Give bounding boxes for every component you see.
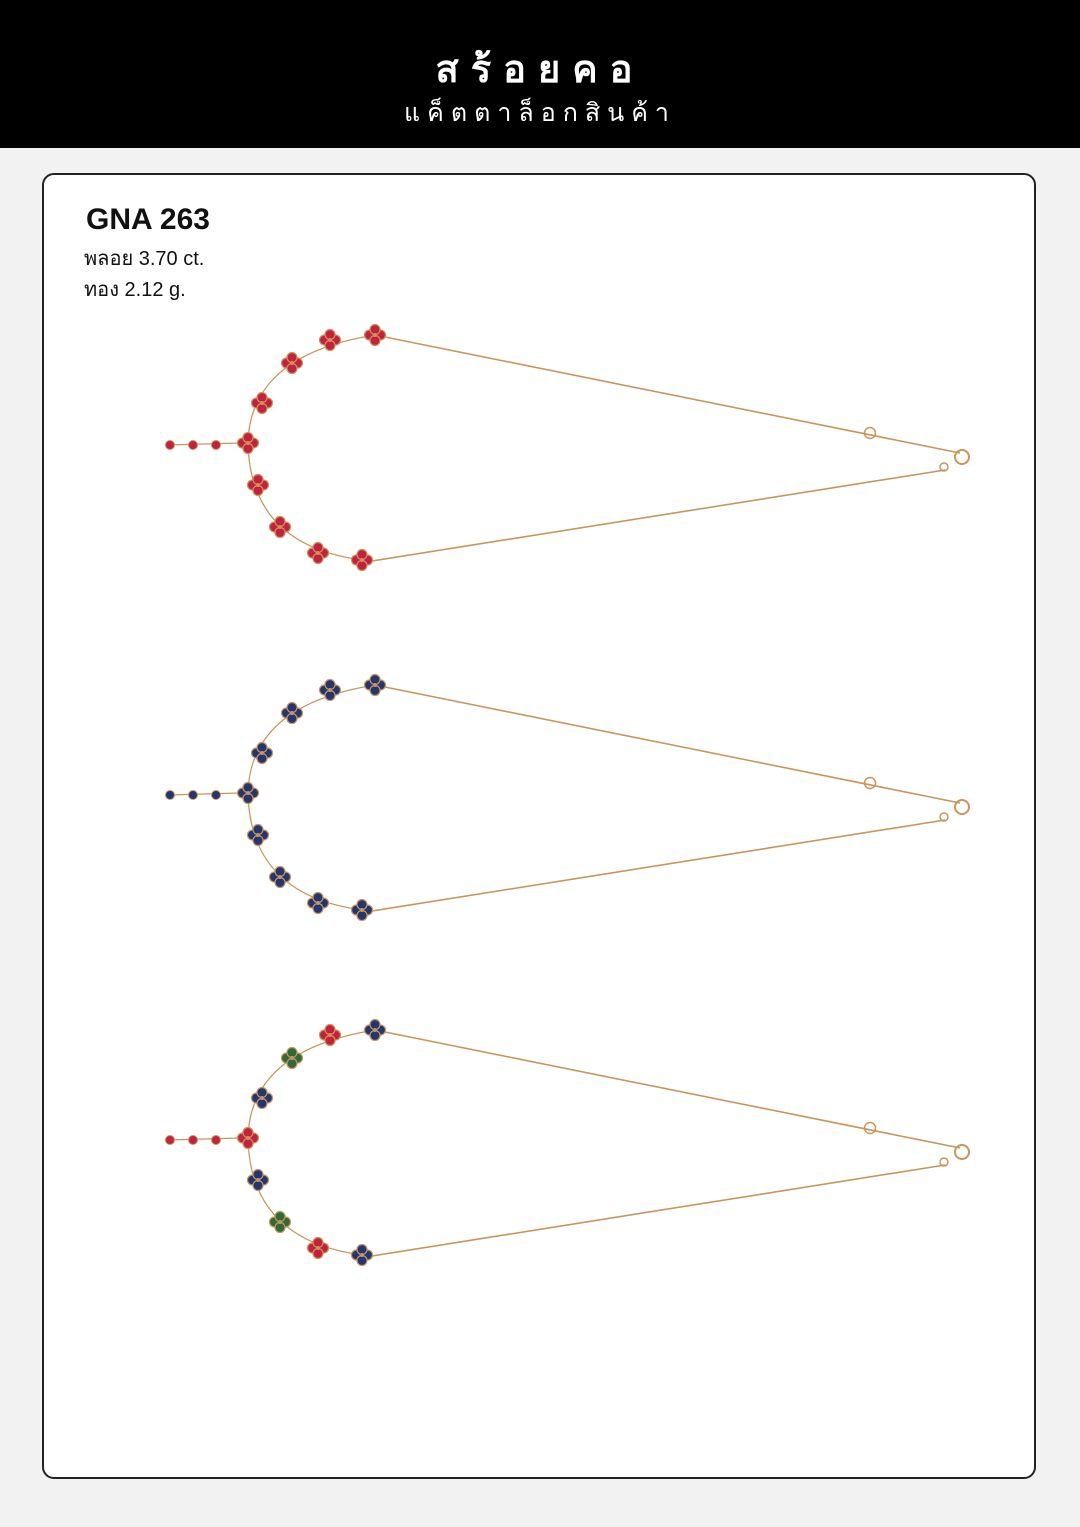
- necklace-image-2: [0, 665, 1080, 965]
- drop-stone: [189, 1136, 198, 1145]
- drop-stone: [166, 791, 175, 800]
- flower-cluster: [270, 1212, 291, 1233]
- chain-lower: [372, 470, 945, 561]
- adjuster-ring: [865, 428, 876, 439]
- flower-cluster: [365, 1020, 386, 1041]
- drop-chain: [168, 1138, 240, 1140]
- flower-cluster: [248, 1170, 269, 1191]
- flower-cluster: [238, 433, 259, 454]
- drop-stone: [212, 1136, 221, 1145]
- necklace-image-1: [0, 315, 1080, 615]
- stone-weight: พลอย 3.70 ct.: [84, 248, 205, 270]
- clasp: [955, 800, 969, 814]
- chain-front: [248, 335, 375, 560]
- flower-cluster: [270, 517, 291, 538]
- necklace-image-3: [0, 1010, 1080, 1310]
- flower-cluster: [282, 1048, 303, 1069]
- adjuster-ring: [865, 778, 876, 789]
- chain-upper: [385, 687, 960, 803]
- catalog-subtitle: แค็ตตาล็อกสินค้า: [404, 98, 676, 127]
- flower-cluster: [252, 1088, 273, 1109]
- flower-cluster: [320, 680, 341, 701]
- flower-cluster: [352, 900, 373, 921]
- drop-stone: [166, 441, 175, 450]
- clasp: [955, 450, 969, 464]
- drop-stone: [189, 791, 198, 800]
- flower-cluster: [238, 1128, 259, 1149]
- product-code: GNA 263: [86, 203, 210, 236]
- flower-cluster: [248, 825, 269, 846]
- flower-cluster: [282, 353, 303, 374]
- clasp: [955, 1145, 969, 1159]
- flower-cluster: [352, 550, 373, 571]
- gold-weight: ทอง 2.12 g.: [84, 279, 186, 301]
- chain-front: [248, 685, 375, 910]
- flower-cluster: [238, 783, 259, 804]
- flower-cluster: [282, 703, 303, 724]
- chain-lower: [372, 820, 945, 911]
- drop-chain: [168, 443, 240, 445]
- drop-stone: [166, 1136, 175, 1145]
- drop-stone: [189, 441, 198, 450]
- chain-upper: [385, 337, 960, 453]
- adjuster-ring: [865, 1123, 876, 1134]
- flower-cluster: [248, 475, 269, 496]
- drop-stone: [212, 791, 221, 800]
- chain-front: [248, 1030, 375, 1255]
- flower-cluster: [252, 743, 273, 764]
- chain-upper: [385, 1032, 960, 1148]
- flower-cluster: [252, 393, 273, 414]
- flower-cluster: [365, 325, 386, 346]
- flower-cluster: [320, 1025, 341, 1046]
- flower-cluster: [352, 1245, 373, 1266]
- catalog-title: สร้อยคอ: [435, 47, 645, 91]
- flower-cluster: [270, 867, 291, 888]
- drop-stone: [212, 441, 221, 450]
- catalog-header: [0, 0, 1080, 148]
- flower-cluster: [320, 330, 341, 351]
- drop-chain: [168, 793, 240, 795]
- flower-cluster: [365, 675, 386, 696]
- chain-lower: [372, 1165, 945, 1256]
